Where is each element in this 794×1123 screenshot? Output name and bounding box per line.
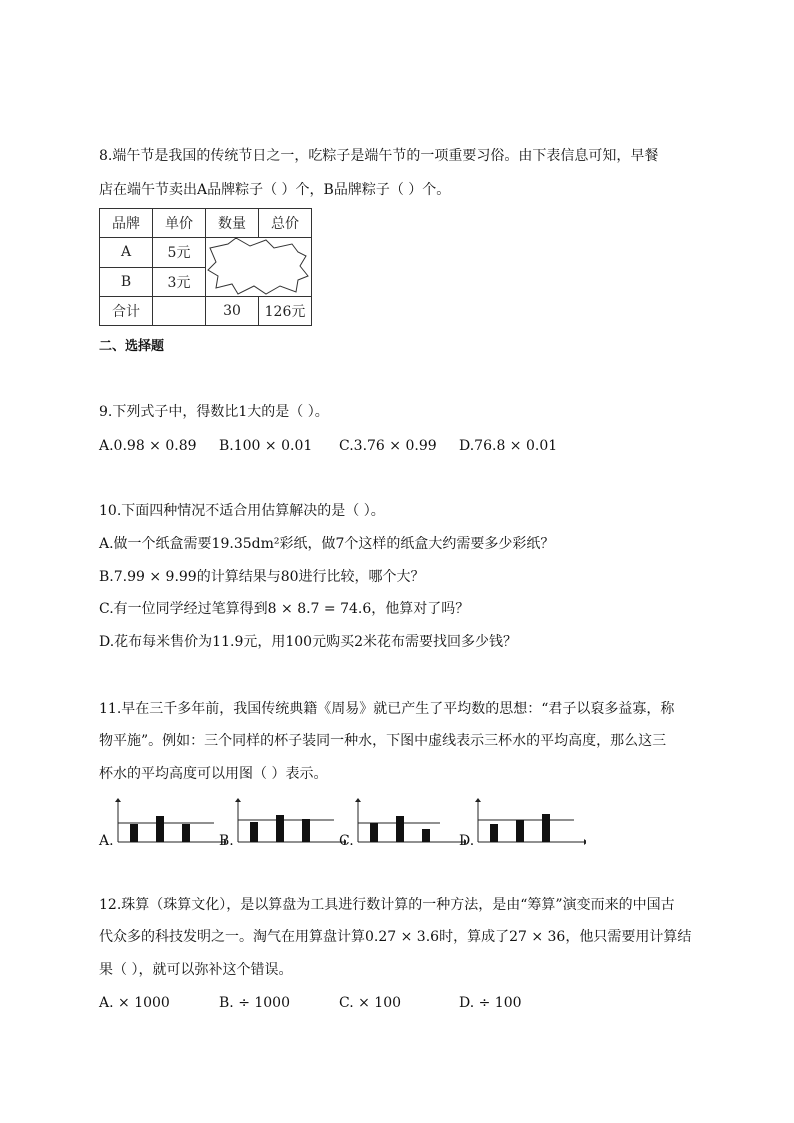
table-cell: 126元 xyxy=(259,297,312,326)
burst-shape-icon xyxy=(206,238,310,296)
q8-stem-line2: 店在端午节卖出A品牌粽子（ ）个，B品牌粽子（ ）个。 xyxy=(99,182,451,198)
cup-bar xyxy=(542,814,550,842)
covered-cell xyxy=(206,238,312,297)
q12-stem-line3: 果（ ），就可以弥补这个错误。 xyxy=(99,962,293,978)
table-cell: 5元 xyxy=(153,238,206,268)
cup-bar xyxy=(490,824,498,842)
cup-bar xyxy=(516,820,524,842)
q10-option-d: D.花布每米售价为11.9元，用100元购买2米花布需要找回多少钱？ xyxy=(99,634,517,650)
y-axis-arrow-icon xyxy=(475,798,481,802)
table-cell: 合计 xyxy=(100,297,153,326)
table-cell: 3元 xyxy=(153,267,206,297)
table-header-cell: 品牌 xyxy=(100,209,153,238)
x-axis-arrow-icon xyxy=(584,839,586,845)
q12-stem-line2: 代众多的科技发明之一。淘气在用算盘计算0.27 × 3.6时，算成了27 × 36，他只需要用计算结 xyxy=(99,929,692,945)
q11-stem-line2: 物平施”。例如：三个同样的杯子装同一种水，下图中虚线表示三杯水的平均高度，那么这三 xyxy=(99,733,667,749)
table-header-cell: 单价 xyxy=(153,209,206,238)
q12-option-a: A. × 1000 xyxy=(99,995,170,1011)
table-cell: B xyxy=(100,267,153,297)
table-header-row xyxy=(100,209,312,238)
y-axis-arrow-icon xyxy=(235,798,241,802)
cup-bar xyxy=(302,819,310,842)
y-axis-arrow-icon xyxy=(115,798,121,802)
q10-option-b: B.7.99 × 9.99的计算结果与80进行比较，哪个大？ xyxy=(99,569,425,585)
section-title: 二、选择题 xyxy=(99,339,165,354)
table-cell: A xyxy=(100,238,153,268)
cup-bar xyxy=(396,816,404,842)
q9-option-d: D.76.8 × 0.01 xyxy=(459,438,558,454)
q11-stem-line1: 11.早在三千多年前，我国传统典籍《周易》就已产生了平均数的思想：“君子以裒多益寡，称 xyxy=(99,701,675,717)
figure-a xyxy=(114,798,226,846)
q9-option-a: A.0.98 × 0.89 xyxy=(99,438,197,454)
table-cell xyxy=(153,297,206,326)
table-row xyxy=(100,238,312,268)
cup-bar xyxy=(370,823,378,842)
figure-label-a: A. xyxy=(99,833,114,849)
table-header-cell: 数量 xyxy=(206,209,259,238)
q12-option-b: B. ÷ 1000 xyxy=(219,995,290,1011)
price-table xyxy=(99,208,312,326)
q8-stem-line1: 8.端午节是我国的传统节日之一，吃粽子是端午节的一项重要习俗。由下表信息可知，早餐 xyxy=(99,148,659,164)
figure-c xyxy=(354,798,466,846)
table-header-cell: 总价 xyxy=(259,209,312,238)
q12-stem-line1: 12.珠算（珠算文化），是以算盘为工具进行数计算的一种方法，是由“筹算”演变而来的中国古 xyxy=(99,897,675,913)
cup-bar xyxy=(156,816,164,842)
q11-stem-line3: 杯水的平均高度可以用图（ ）表示。 xyxy=(99,766,328,782)
figure-b xyxy=(234,798,346,846)
q9-option-c: C.3.76 × 0.99 xyxy=(339,438,437,454)
cup-bar xyxy=(130,824,138,842)
q9-stem: 9.下列式子中，得数比1大的是（ ）。 xyxy=(99,404,329,420)
cup-bar xyxy=(422,829,430,842)
figure-label-c: C. xyxy=(339,833,354,849)
figure-d xyxy=(474,798,586,846)
y-axis-arrow-icon xyxy=(355,798,361,802)
cup-bar xyxy=(250,822,258,842)
figure-label-d: D. xyxy=(459,833,475,849)
q10-option-a: A.做一个纸盒需要19.35dm²彩纸，做7个这样的纸盒大约需要多少彩纸？ xyxy=(99,536,555,552)
q12-option-d: D. ÷ 100 xyxy=(459,995,522,1011)
cup-bar xyxy=(276,815,284,842)
cup-bar xyxy=(182,824,190,842)
q12-option-c: C. × 100 xyxy=(339,995,402,1011)
figure-label-b: B. xyxy=(219,833,234,849)
table-cell: 30 xyxy=(206,297,259,326)
q9-option-b: B.100 × 0.01 xyxy=(219,438,313,454)
table-row xyxy=(100,297,312,326)
q10-option-c: C.有一位同学经过笔算得到8 × 8.7 = 74.6，他算对了吗？ xyxy=(99,601,470,617)
q10-stem: 10.下面四种情况不适合用估算解决的是（ ）。 xyxy=(99,503,385,519)
